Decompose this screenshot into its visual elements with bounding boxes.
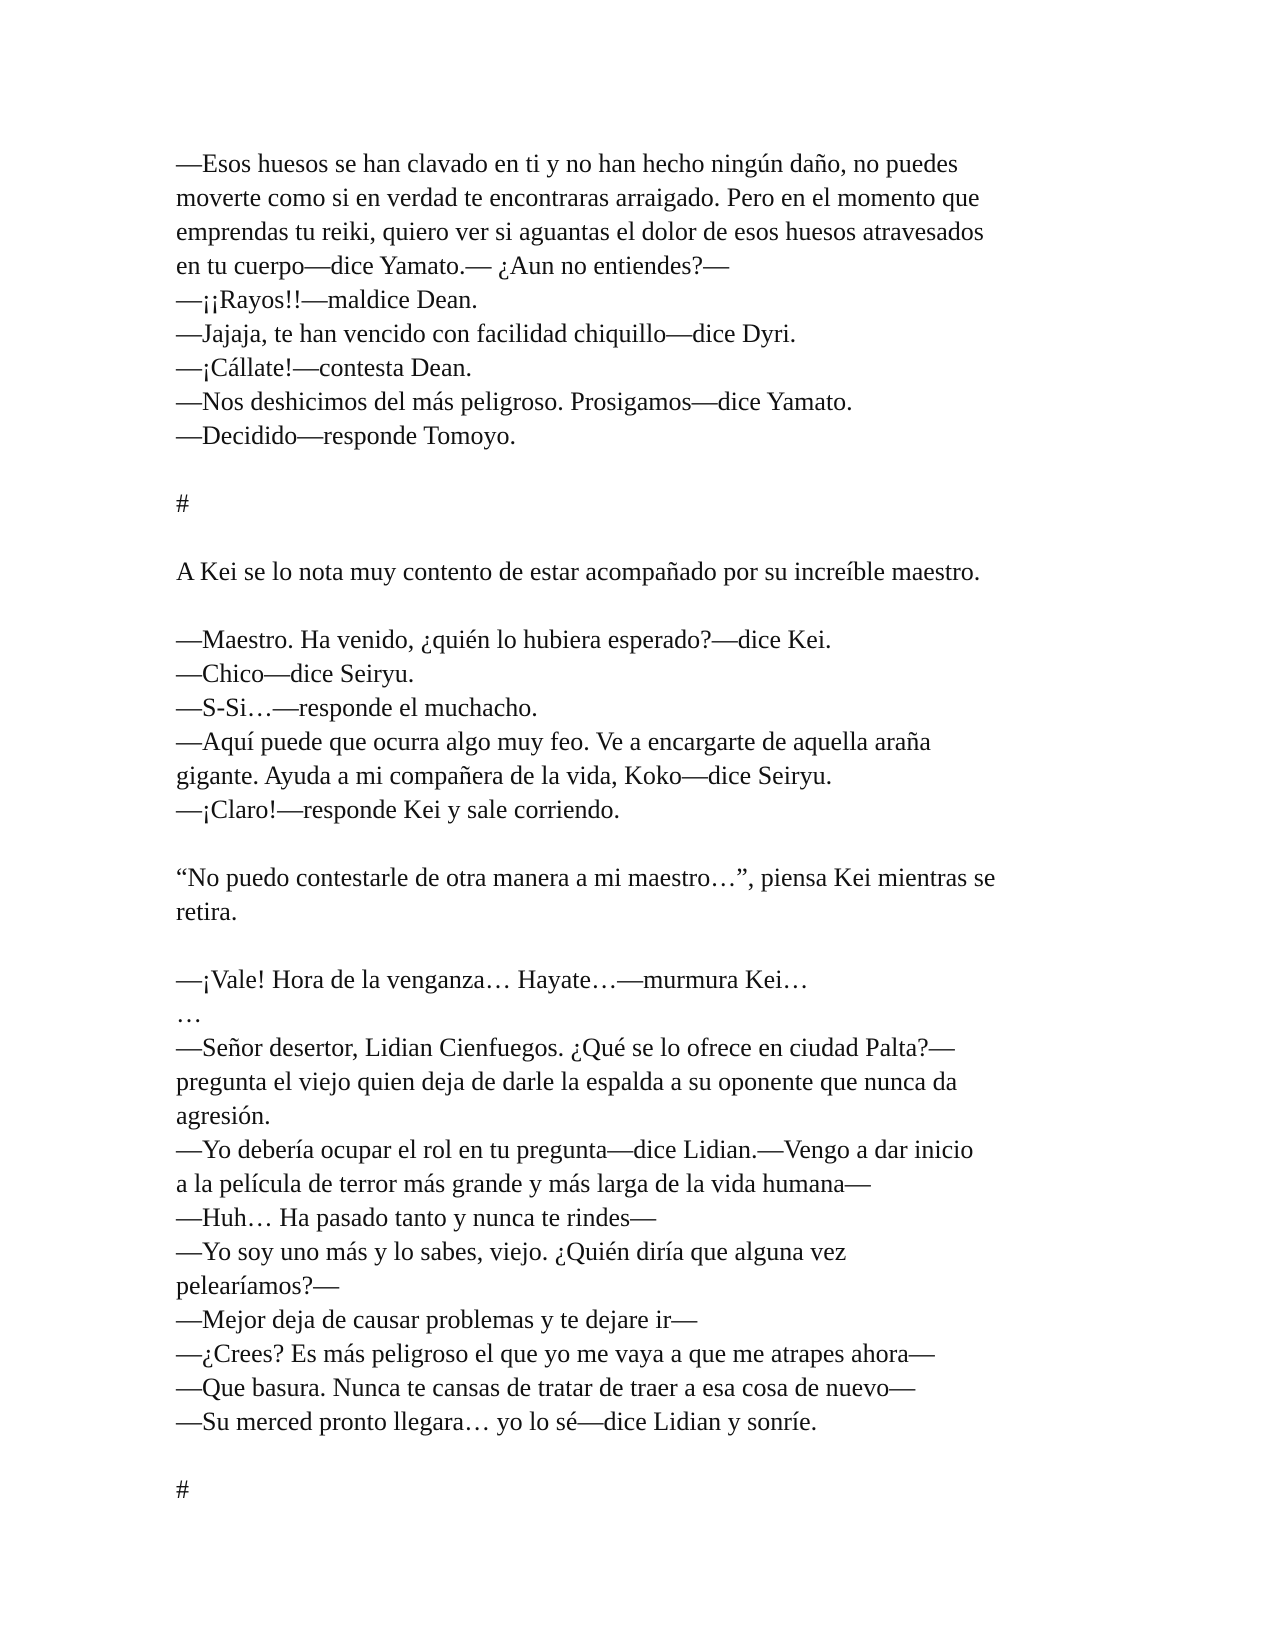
text-line: —Maestro. Ha venido, ¿quién lo hubiera esperado?—dice Kei. bbox=[176, 625, 832, 654]
text-line: —Señor desertor, Lidian Cienfuegos. ¿Qué se lo ofrece en ciudad Palta?— bbox=[176, 1033, 955, 1062]
text-line: a la película de terror más grande y más larga de la vida humana— bbox=[176, 1169, 871, 1198]
text-line: en tu cuerpo—dice Yamato.— ¿Aun no entiendes?— bbox=[176, 251, 730, 280]
text-line: —¡Vale! Hora de la venganza… Hayate…—murmura Kei… bbox=[176, 965, 809, 994]
text-line: “No puedo contestarle de otra manera a mi maestro…”, piensa Kei mientras se bbox=[176, 863, 996, 892]
section-break: # bbox=[176, 1475, 189, 1504]
blank-line bbox=[176, 453, 1116, 487]
text-line: —Yo debería ocupar el rol en tu pregunta—dice Lidian.—Vengo a dar inicio bbox=[176, 1135, 974, 1164]
text-line: —Jajaja, te han vencido con facilidad chiquillo—dice Dyri. bbox=[176, 319, 797, 348]
text-line: —S-Si…—responde el muchacho. bbox=[176, 693, 538, 722]
text-line: A Kei se lo nota muy contento de estar acompañado por su increíble maestro. bbox=[176, 557, 981, 586]
text-line: —Huh… Ha pasado tanto y nunca te rindes— bbox=[176, 1203, 657, 1232]
blank-line bbox=[176, 929, 1116, 963]
text-line: —Su merced pronto llegara… yo lo sé—dice Lidian y sonríe. bbox=[176, 1407, 818, 1436]
text-line: —¿Crees? Es más peligroso el que yo me vaya a que me atrapes ahora— bbox=[176, 1339, 935, 1368]
text-line: gigante. Ayuda a mi compañera de la vida, Koko—dice Seiryu. bbox=[176, 761, 833, 790]
blank-line bbox=[176, 521, 1116, 555]
blank-line bbox=[176, 1439, 1116, 1473]
text-line: retira. bbox=[176, 897, 238, 926]
text-line: —¡Cállate!—contesta Dean. bbox=[176, 353, 472, 382]
blank-line bbox=[176, 827, 1116, 861]
section-break: # bbox=[176, 489, 189, 518]
text-line: —Que basura. Nunca te cansas de tratar de traer a esa cosa de nuevo— bbox=[176, 1373, 916, 1402]
text-line: —Mejor deja de causar problemas y te dejare ir— bbox=[176, 1305, 698, 1334]
text-line: pregunta el viejo quien deja de darle la espalda a su oponente que nunca da bbox=[176, 1067, 958, 1096]
text-line: emprendas tu reiki, quiero ver si aguantas el dolor de esos huesos atravesados bbox=[176, 217, 984, 246]
text-line: —Yo soy uno más y lo sabes, viejo. ¿Quién diría que alguna vez bbox=[176, 1237, 847, 1266]
text-line: —Nos deshicimos del más peligroso. Prosigamos—dice Yamato. bbox=[176, 387, 853, 416]
text-line: moverte como si en verdad te encontraras arraigado. Pero en el momento que bbox=[176, 183, 980, 212]
text-line: —¡¡Rayos!!—maldice Dean. bbox=[176, 285, 478, 314]
text-line: agresión. bbox=[176, 1101, 271, 1130]
text-line: pelearíamos?— bbox=[176, 1271, 340, 1300]
text-line: —¡Claro!—responde Kei y sale corriendo. bbox=[176, 795, 621, 824]
text-line: —Chico—dice Seiryu. bbox=[176, 659, 415, 688]
text-line: —Aquí puede que ocurra algo muy feo. Ve a encargarte de aquella araña bbox=[176, 727, 931, 756]
text-line: —Decidido—responde Tomoyo. bbox=[176, 421, 516, 450]
text-line: … bbox=[176, 999, 202, 1028]
blank-line bbox=[176, 589, 1116, 623]
document-body bbox=[176, 147, 1116, 1507]
text-line: —Esos huesos se han clavado en ti y no han hecho ningún daño, no puedes bbox=[176, 149, 959, 178]
